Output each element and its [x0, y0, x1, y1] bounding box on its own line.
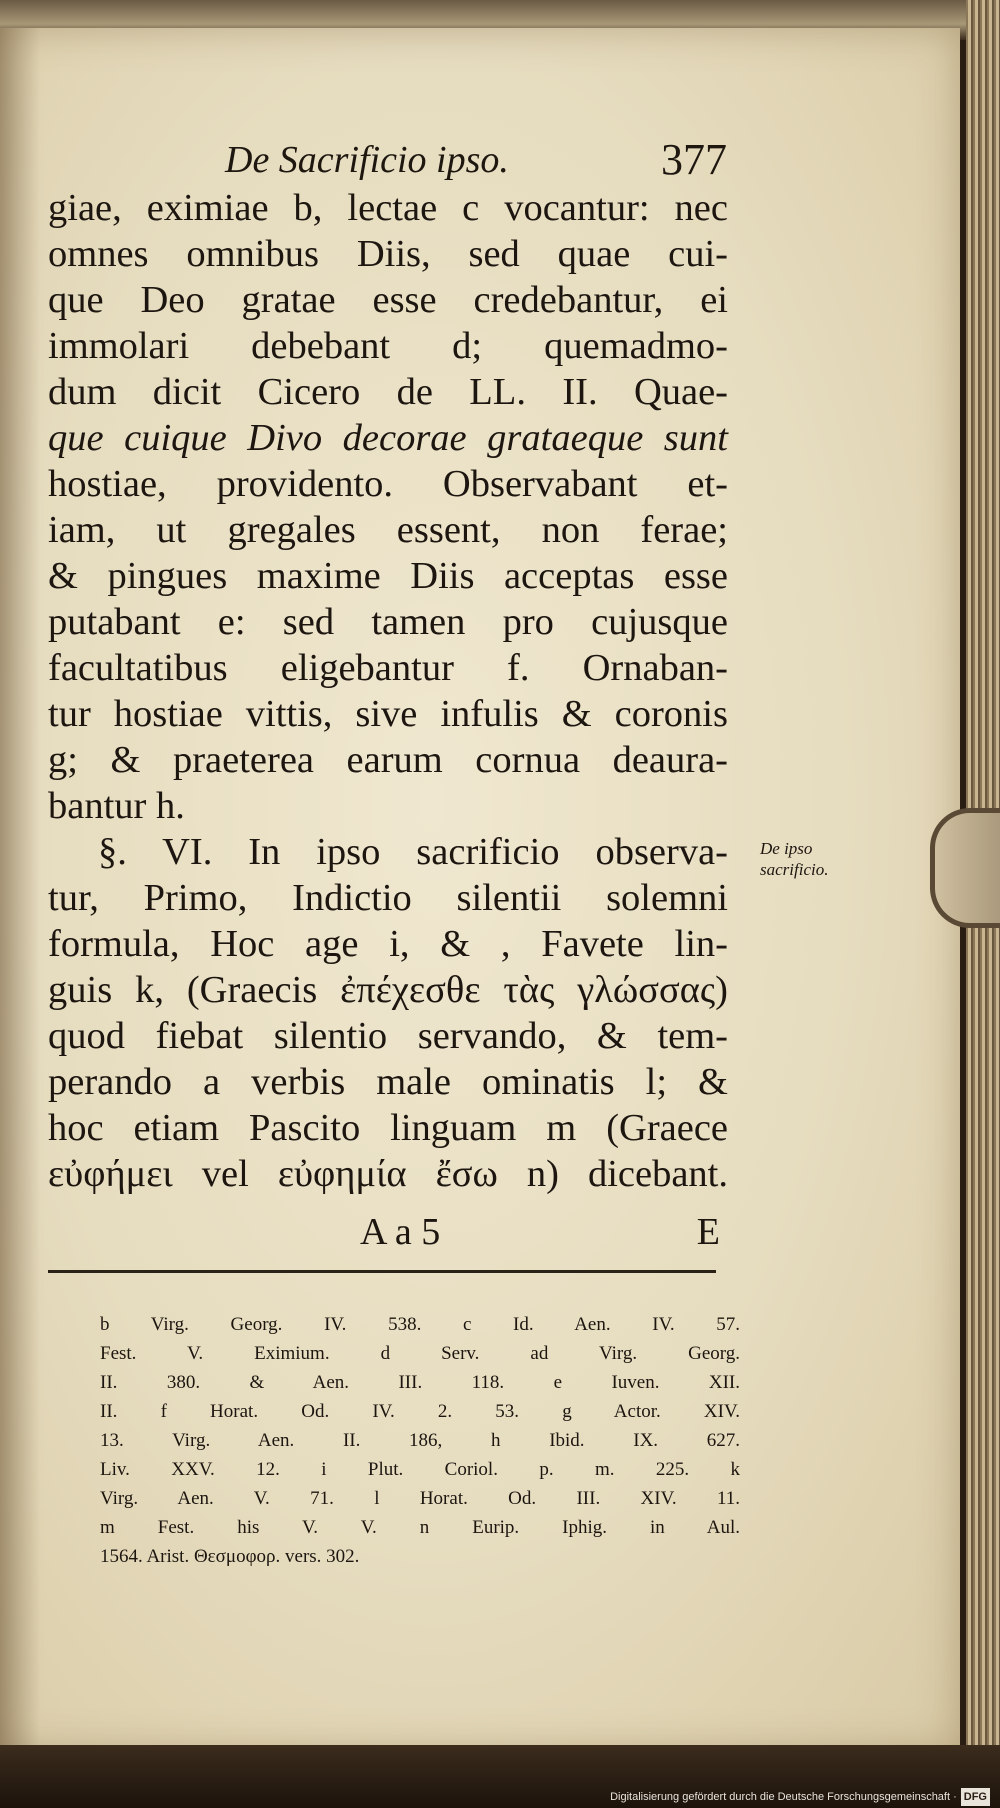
text-line: guis k, (Graecis ἐπέχεσθε τὰς γλώσσας): [48, 969, 728, 1011]
body-text: [48, 185, 728, 1197]
text-line: que Deo gratae esse credebantur, ei: [48, 279, 728, 321]
text-line: dum dicit Cicero de LL. II. Quae-: [48, 371, 728, 413]
text-line: hostiae, providento. Observabant et-: [48, 463, 728, 505]
text-line: iam, ut gregales essent, non ferae;: [48, 509, 728, 551]
text-line: bantur h.: [48, 785, 185, 827]
text-line: perando a verbis male ominatis l; &: [48, 1061, 728, 1103]
footnote-line: Liv. XXV. 12. i Plut. Coriol. p. m. 225. k: [100, 1459, 740, 1480]
gutter-shadow: [0, 28, 40, 1753]
margin-note: De ipso sacrificio.: [760, 839, 829, 879]
footnote-line: 1564. Arist. Θεσμοφορ. vers. 302.: [100, 1546, 360, 1567]
running-head: De Sacrificio ipso.: [225, 139, 509, 181]
footnote-line: II. 380. & Aen. III. 118. e Iuven. XII.: [100, 1372, 740, 1393]
text-line: hoc etiam Pascito linguam m (Graece: [48, 1107, 728, 1149]
page-header: [225, 135, 735, 188]
footnote-rule: [48, 1270, 716, 1273]
text-line: facultatibus eligebantur f. Ornaban-: [48, 647, 728, 689]
text-line: formula, Hoc age i, & , Favete lin-: [48, 923, 728, 965]
footnote-line: Virg. Aen. V. 71. l Horat. Od. III. XIV. 11.: [100, 1488, 740, 1509]
text-line: g; & praeterea earum cornua deaura-: [48, 739, 728, 781]
catchword: E: [696, 1211, 720, 1253]
text-line: giae, eximiae b, lectae c vocantur: nec: [48, 187, 728, 229]
dfg-logo: DFG: [961, 1788, 990, 1806]
credit-text: Digitalisierung gefördert durch die Deutsche Forschungsgemeinschaft ·: [610, 1791, 957, 1803]
text-line: immolari debebant d; quemadmo-: [48, 325, 728, 367]
footnote-line: m Fest. his V. V. n Eurip. Iphig. in Aul.: [100, 1517, 740, 1538]
text-line: quod fiebat silentio servando, & tem-: [48, 1015, 728, 1057]
book-clasp: [930, 808, 1000, 928]
section-heading-line: §. VI. In ipso sacrificio observa-: [98, 831, 728, 873]
text-line: & pingues maxime Diis acceptas esse: [48, 555, 728, 597]
text-line: εὐφήμει vel εὐφημία ἔσω n) dicebant.: [48, 1153, 728, 1195]
signature-mark: A a 5: [360, 1211, 441, 1253]
text-line: que cuique Divo decorae grataeque sunt: [48, 417, 728, 459]
page-number: 377: [661, 135, 727, 184]
footnotes: [100, 1310, 740, 1571]
text-line: tur, Primo, Indictio silentii solemni: [48, 877, 728, 919]
footnote-line: II. f Horat. Od. IV. 2. 53. g Actor. XIV.: [100, 1401, 740, 1422]
footnote-line: 13. Virg. Aen. II. 186, h Ibid. IX. 627.: [100, 1430, 740, 1451]
text-line: putabant e: sed tamen pro cujusque: [48, 601, 728, 643]
footnote-line: Fest. V. Eximium. d Serv. ad Virg. Georg.: [100, 1343, 740, 1364]
digitization-credit: [610, 1788, 990, 1806]
text-line: omnes omnibus Diis, sed quae cui-: [48, 233, 728, 275]
signature-row: [360, 1210, 720, 1260]
text-line: tur hostiae vittis, sive infulis & coronis: [48, 693, 728, 735]
footnote-line: b Virg. Georg. IV. 538. c Id. Aen. IV. 57.: [100, 1314, 740, 1335]
